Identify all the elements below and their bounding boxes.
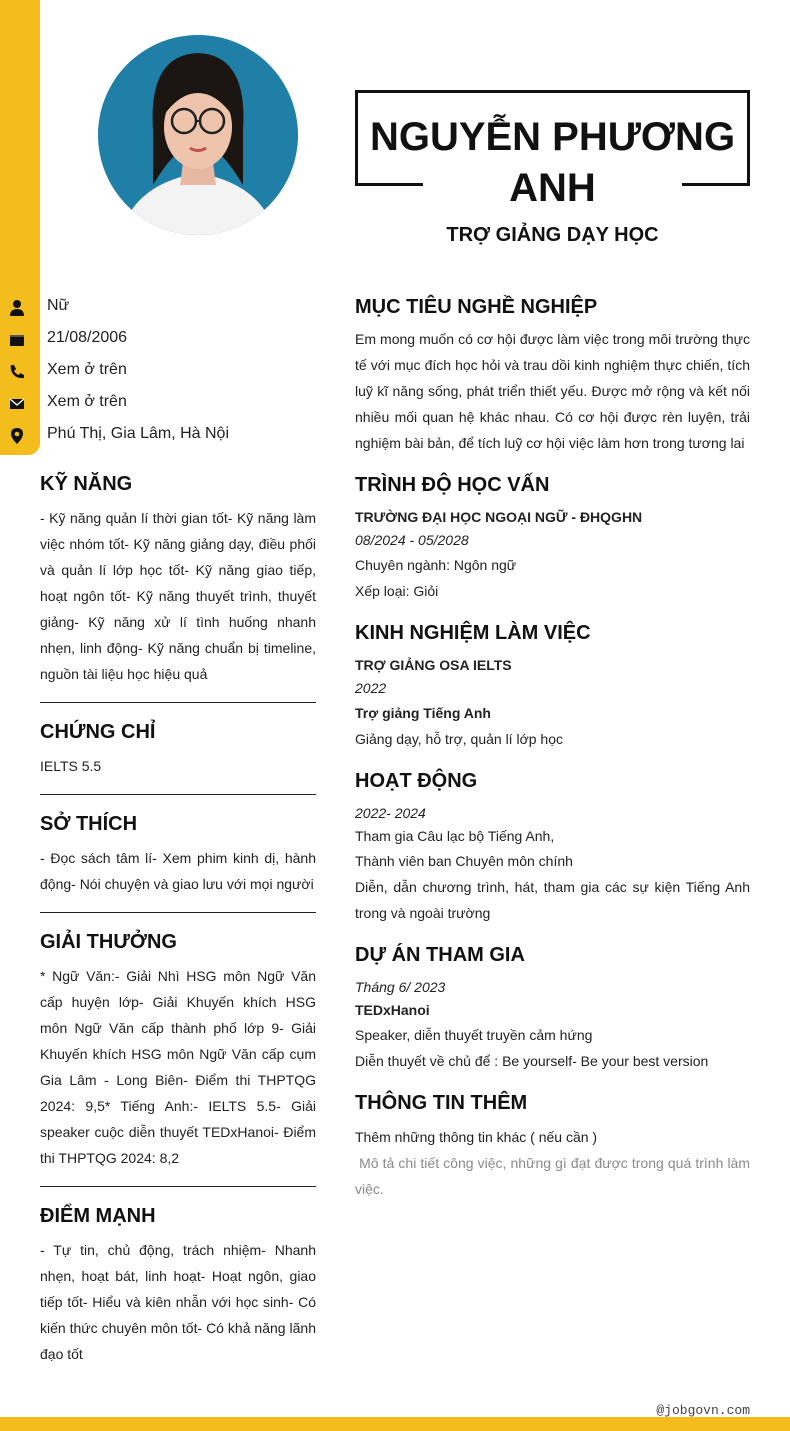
address-text: Phú Thị, Gia Lâm, Hà Nội — [47, 425, 230, 442]
accent-footer-strip — [0, 1417, 790, 1431]
contact-email — [0, 389, 300, 417]
education-grade: Xếp loại: Giỏi — [355, 583, 439, 599]
projects-name: TEDxHanoi — [355, 1002, 430, 1018]
phone-text[interactable]: Xem ở trên — [47, 361, 127, 378]
divider — [40, 1186, 316, 1187]
accent-sidebar-strip — [0, 0, 40, 455]
strengths-text: - Tự tin, chủ động, trách nhiệm- Nhanh nhẹn, hoạt bát, linh hoạt- Hoạt ngôn, giao tiếp tốt- Hiểu và kiên nhẫn với học sinh- Có kiến thức chuyên môn tốt- Có khả năng lãnh đạo tốt — [40, 1242, 316, 1362]
certificates-heading: CHỨNG CHỈ — [40, 721, 156, 743]
certificates-text: IELTS 5.5 — [40, 758, 102, 774]
phone-icon — [8, 363, 26, 381]
contact-address — [0, 421, 300, 449]
experience-year: 2022 — [355, 680, 387, 696]
education-major: Chuyên ngành: Ngôn ngữ — [355, 557, 517, 573]
education-period: 08/2024 - 05/2028 — [355, 532, 469, 548]
education-school: TRƯỜNG ĐẠI HỌC NGOẠI NGỮ - ĐHQGHN — [355, 509, 643, 525]
skills-text: - Kỹ năng quản lí thời gian tốt- Kỹ năng làm việc nhóm tốt- Kỹ năng giảng dạy, điều phối và quản lí lớp học tốt- Kỹ năng giao tiếp, hoạt ngôn tốt- Kỹ năng thuyết trình, thuyết giảng- Kỹ năng xử lí tình huống nhanh nhẹn, linh động- Kỹ năng chuẩn bị timeline, nguồn tài liệu học hiệu quả — [40, 510, 316, 682]
objective-text: Em mong muốn có cơ hội được làm việc trong môi trường thực tế với mục đích học hỏi và trau dồi kinh nghiệm thực chiến, tích luỹ kĩ năng sống, phát triển thiết yếu. Được mở rộng và kết nối nhiều mối quan hệ khác nhau. Có cơ hội được rèn luyện, trải nghiệm bài bản, để tích luỹ cơ hội việc làm hơn trong tương lai — [355, 331, 750, 451]
experience-heading: KINH NGHIỆM LÀM VIỆC — [355, 622, 591, 644]
profile-photo — [98, 35, 298, 235]
hobbies-text: - Đọc sách tâm lí- Xem phim kinh dị, hành động- Nói chuyện và giao lưu với mọi người — [40, 850, 316, 892]
watermark: @jobgovn.com — [656, 1403, 750, 1418]
person-icon — [8, 299, 26, 317]
projects-period: Tháng 6/ 2023 — [355, 979, 446, 995]
gender-text: Nữ — [47, 297, 70, 314]
experience-role: Trợ giảng Tiếng Anh — [355, 705, 491, 721]
activities-line: Tham gia Câu lạc bộ Tiếng Anh, — [355, 828, 555, 844]
education-heading: TRÌNH ĐỘ HỌC VẤN — [355, 474, 550, 496]
strengths-heading: ĐIỂM MẠNH — [40, 1205, 156, 1227]
activities-period: 2022- 2024 — [355, 805, 426, 821]
location-pin-icon — [8, 427, 26, 445]
contact-gender — [0, 293, 300, 321]
contact-phone — [0, 357, 300, 385]
mail-icon — [8, 395, 26, 413]
contact-birthday — [0, 325, 300, 353]
extra-info-line: Thêm những thông tin khác ( nếu cần ) — [355, 1129, 598, 1145]
email-text[interactable]: Xem ở trên — [47, 393, 127, 410]
awards-text: * Ngữ Văn:- Giải Nhì HSG môn Ngữ Văn cấp huyện lớp- Giải Khuyến khích HSG môn Ngữ Văn cấp thành phố lớp 9- Giải Khuyến khích HSG môn Ngữ Văn cấp cụm Gia Lâm - Long Biên- Điểm thi THPTQG 2024: 9,5* Tiếng Anh:- IELTS 5.5- Giải speaker cuộc diễn thuyết TEDxHanoi- Điểm thi THPTQG 2024: 8,2 — [40, 968, 316, 1166]
experience-company: TRỢ GIẢNG OSA IELTS — [355, 657, 512, 673]
projects-role: Speaker, diễn thuyết truyền cảm hứng — [355, 1027, 593, 1043]
projects-heading: DỰ ÁN THAM GIA — [355, 944, 525, 966]
divider — [40, 702, 316, 703]
skills-heading: KỸ NĂNG — [40, 473, 133, 495]
hobbies-heading: SỞ THÍCH — [40, 813, 138, 835]
activities-line: Thành viên ban Chuyên môn chính — [355, 853, 573, 869]
extra-info-heading: THÔNG TIN THÊM — [355, 1092, 528, 1114]
candidate-name: NGUYỄN PHƯƠNG ANH — [369, 115, 736, 210]
activities-line: Diễn, dẫn chương trình, hát, tham gia các sự kiện Tiếng Anh trong và ngoài trường — [355, 879, 750, 921]
objective-heading: MỤC TIÊU NGHỀ NGHIỆP — [355, 296, 598, 318]
activities-heading: HOẠT ĐỘNG — [355, 770, 478, 792]
awards-heading: GIẢI THƯỞNG — [40, 931, 177, 953]
divider — [40, 794, 316, 795]
calendar-icon — [8, 331, 26, 349]
job-title: TRỢ GIẢNG DẠY HỌC — [446, 224, 659, 246]
experience-description: Giảng dạy, hỗ trợ, quản lí lớp học — [355, 731, 563, 747]
birthday-text: 21/08/2006 — [47, 329, 128, 346]
divider — [40, 912, 316, 913]
projects-description: Diễn thuyết về chủ để : Be yourself- Be your best version — [355, 1053, 709, 1069]
extra-info-description: Mô tả chi tiết công việc, những gì đạt được trong quá trình làm việc. — [355, 1155, 754, 1197]
